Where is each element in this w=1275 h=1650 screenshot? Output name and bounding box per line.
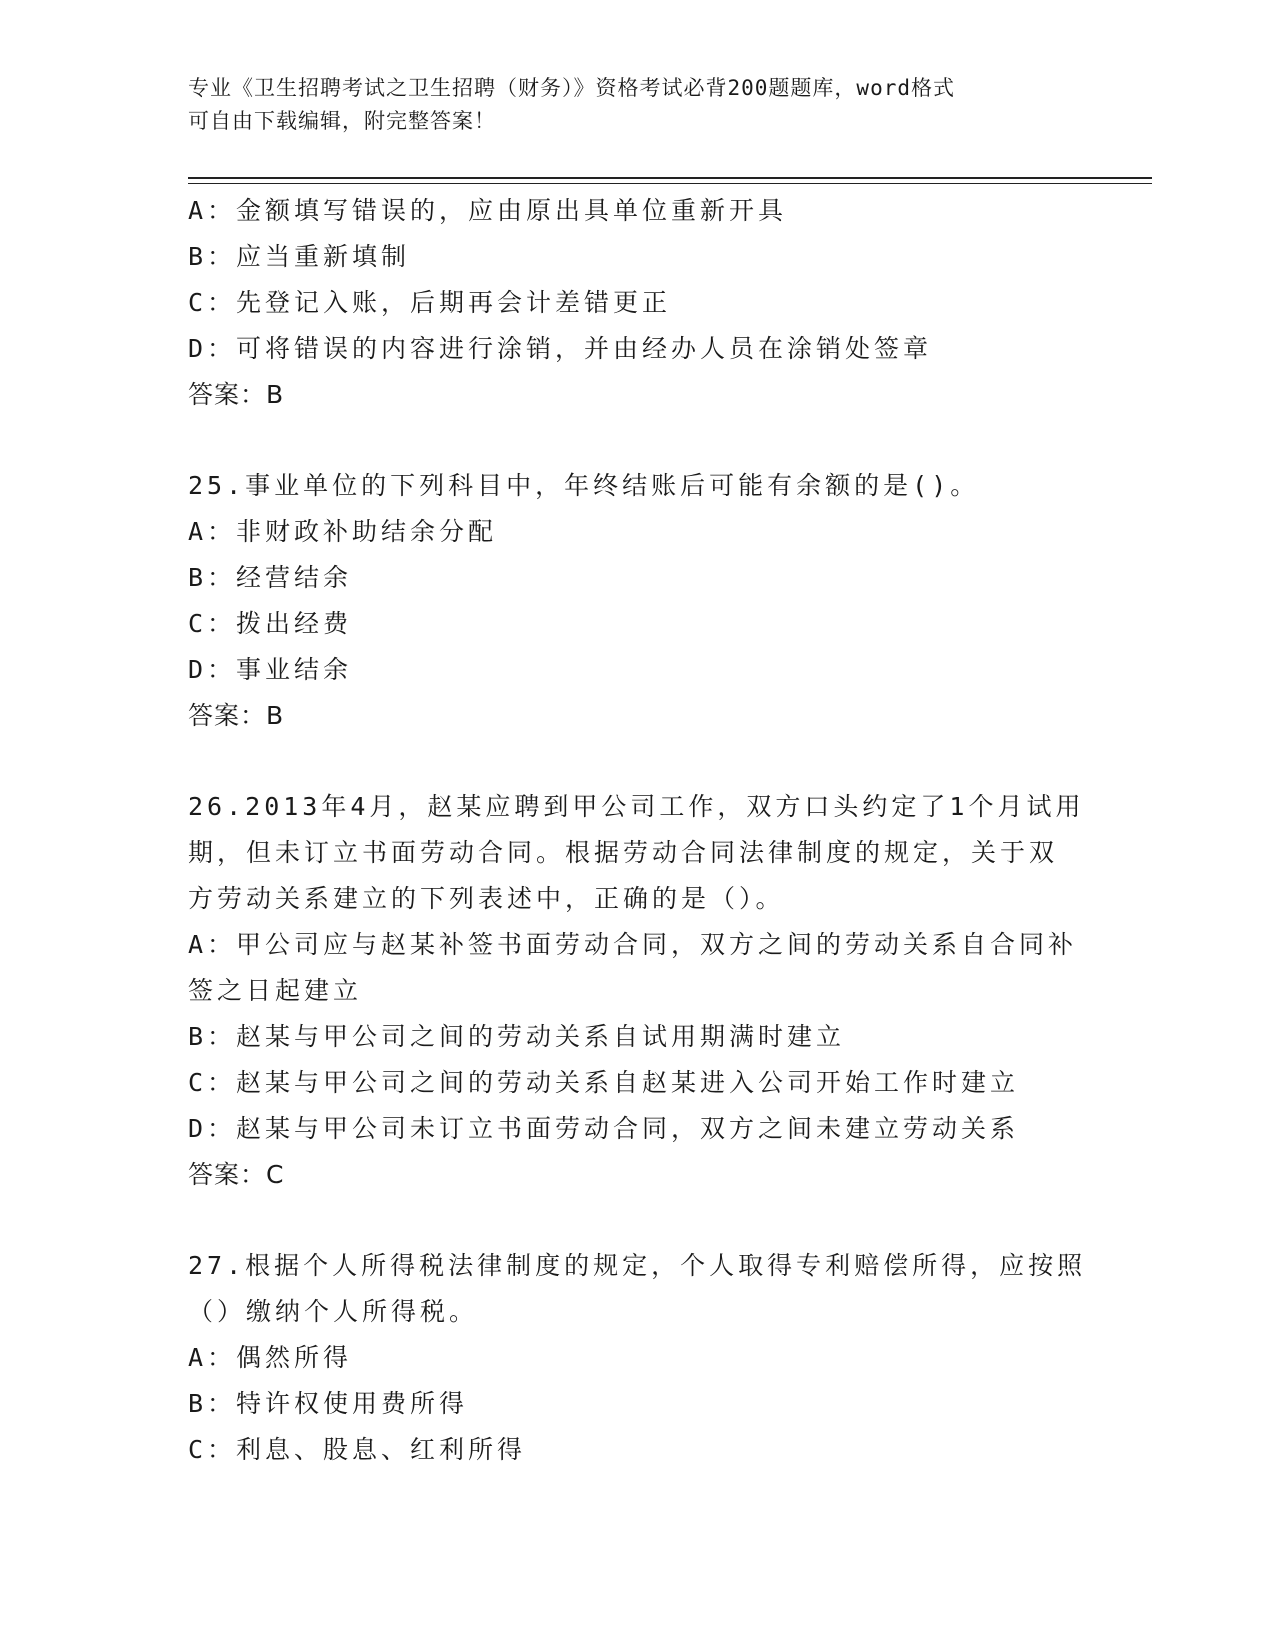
question-24-option-d: D：可将错误的内容进行涂销，并由经办人员在涂销处签章 [188,334,933,363]
question-26 [188,784,1088,1198]
answer-label: 答案： [188,701,267,730]
spacer [188,1198,1088,1243]
question-25-option-a: A：非财政补助结余分配 [188,517,498,546]
question-24-option-a: A：金额填写错误的，应由原出具单位重新开具 [188,196,788,225]
header-rule-thin [188,183,1152,184]
question-25-answer [188,693,1088,739]
question-25-option-d: D：事业结余 [188,655,353,684]
question-27-option-c: C：利息、股息、红利所得 [188,1435,527,1464]
question-26-text-line-1: 26.2013年4月，赵某应聘到甲公司工作，双方口头约定了1个月试用 [188,792,1085,821]
question-26-text-line-2: 期，但未订立书面劳动合同。根据劳动合同法律制度的规定，关于双 [188,838,1059,867]
header-title-line-2: 可自由下载编辑，附完整答案！ [188,109,496,133]
question-27 [188,1243,1088,1473]
answer-label: 答案： [188,380,267,409]
answer-key: B [266,380,285,409]
question-26-option-a-line-2: 签之日起建立 [188,976,363,1005]
question-27-option-b: B：特许权使用费所得 [188,1389,469,1418]
question-24-option-b: B：应当重新填制 [188,242,411,271]
question-26-option-c: C：赵某与甲公司之间的劳动关系自赵某进入公司开始工作时建立 [188,1068,1020,1097]
question-25-option-b: B：经营结余 [188,563,353,592]
question-27-text-line-1: 27.根据个人所得税法律制度的规定，个人取得专利赔偿所得，应按照 [188,1251,1087,1280]
question-24-option-c: C：先登记入账，后期再会计差错更正 [188,288,672,317]
header-rule-thick [188,177,1152,179]
question-26-option-a-line-1: A：甲公司应与赵某补签书面劳动合同，双方之间的劳动关系自合同补 [188,930,1078,959]
question-list [188,188,1088,1473]
question-26-text-line-3: 方劳动关系建立的下列表述中，正确的是（）。 [188,884,785,913]
question-27-text-line-2: （）缴纳个人所得税。 [188,1297,479,1326]
question-25-option-c: C：拨出经费 [188,609,353,638]
page-header [188,72,1088,138]
answer-key: C [266,1160,285,1189]
spacer [188,739,1088,784]
question-27-option-a: A：偶然所得 [188,1343,353,1372]
question-25-text: 25.事业单位的下列科目中，年终结账后可能有余额的是()。 [188,471,980,500]
question-24-answer [188,372,1088,418]
header-title-line-1: 专业《卫生招聘考试之卫生招聘（财务）》资格考试必背200题题库，word格式 [188,76,955,100]
answer-key: B [266,701,285,730]
spacer [188,418,1088,463]
question-26-answer [188,1152,1088,1198]
question-25 [188,463,1088,739]
answer-label: 答案： [188,1160,267,1189]
question-26-option-b: B：赵某与甲公司之间的劳动关系自试用期满时建立 [188,1022,846,1051]
question-24 [188,188,1088,418]
question-26-option-d: D：赵某与甲公司未订立书面劳动合同，双方之间未建立劳动关系 [188,1114,1020,1143]
